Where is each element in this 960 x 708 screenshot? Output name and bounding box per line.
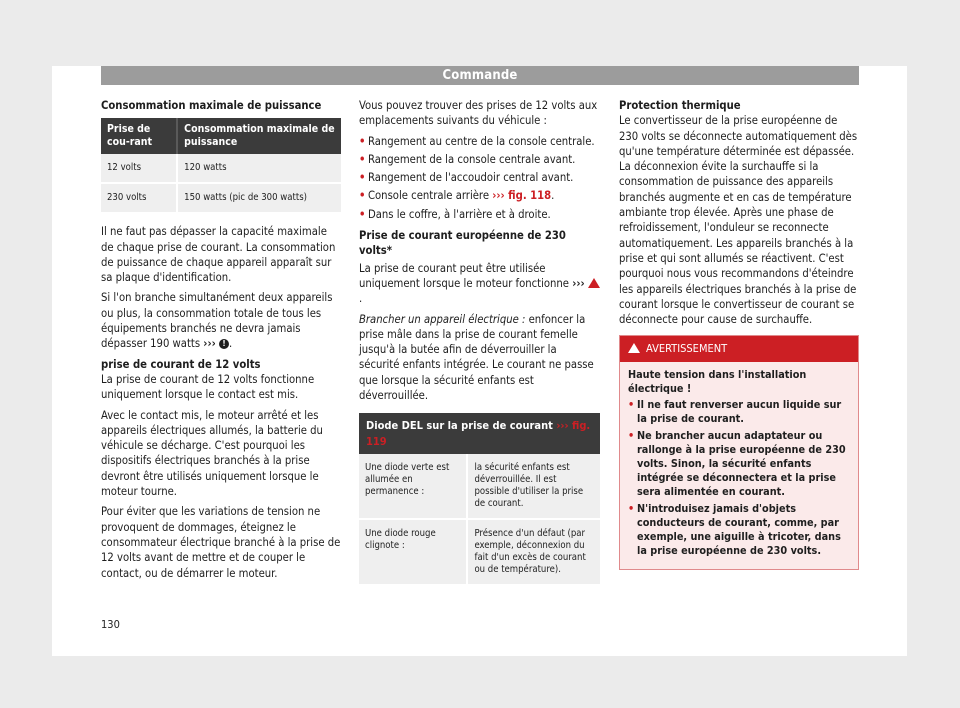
exclamation-circle-icon: !	[219, 339, 229, 349]
power-table-header-power: Consommation maximale de puissance	[177, 118, 341, 154]
paragraph: La prise de courant de 12 volts fonctionne uniquement lorsque le contact est mis.	[101, 372, 315, 402]
power-table	[101, 118, 341, 214]
warning-box	[619, 335, 859, 569]
column-2	[359, 98, 600, 596]
warning-title: AVERTISSEMENT	[646, 342, 728, 356]
table-cell: Une diode verte est allumée en permanence :	[359, 454, 467, 519]
led-table	[359, 413, 600, 586]
table-row	[101, 154, 341, 183]
figure-link[interactable]: ››› fig. 119	[366, 419, 591, 448]
list-item: • Rangement au centre de la console centrale.	[359, 134, 600, 149]
list-item: • Dans le coffre, à l'arrière et à droite.	[359, 207, 600, 222]
section-header: Commande	[101, 66, 859, 85]
table-cell: 150 watts (pic de 300 watts)	[177, 183, 341, 213]
table-cell: 230 volts	[101, 183, 177, 213]
list-item: • Il ne faut renverser aucun liquide sur la prise de courant.	[628, 398, 850, 426]
cross-ref-arrow[interactable]: ›››	[572, 276, 585, 290]
heading-230v-socket: Prise de courant européenne de 230 volts*	[359, 229, 566, 258]
paragraph: Il ne faut pas dépasser la capacité maximale de chaque prise de courant. La consommation de puissance de chaque appareil apparaît sur sa plaque d'identification.	[101, 225, 336, 285]
paragraph-text: enfoncer la prise mâle dans la prise de courant femelle jusqu'à la butée afin de déverrouiller la sécurité enfants intégrée. Le courant ne passe que lorsque la sécurité enfants est déverrouillée.	[359, 312, 594, 403]
led-table-title	[359, 413, 600, 454]
heading-max-power: Consommation maximale de puissance	[101, 99, 322, 112]
paragraph	[359, 312, 600, 404]
table-row	[101, 183, 341, 213]
paragraph: La prise de courant peut être utilisée uniquement lorsque le moteur fonctionne ››› .	[359, 261, 600, 307]
cross-ref-arrow[interactable]: ›››	[203, 337, 216, 351]
table-cell: 120 watts	[177, 154, 341, 183]
heading-12v-socket: prise de courant de 12 volts	[101, 357, 261, 371]
table-row	[359, 454, 600, 519]
paragraph: Vous pouvez trouver des prises de 12 volts aux emplacements suivants du véhicule :	[359, 99, 598, 128]
figure-link[interactable]: ››› fig. 118	[492, 189, 552, 203]
paragraph: Pour éviter que les variations de tension ne provoquent de dommages, éteignez le consommateur électrique branché à la prise de 12 volts avant de mettre et de couper le contact, ou de démarrer le moteur.	[101, 505, 341, 580]
list-item: • Ne brancher aucun adaptateur ou rallonge à la prise européenne de 230 volts. Sinon, la sécurité enfants intégrée se déconnectera et la prise sera alimentée en courant.	[628, 429, 850, 499]
page-number: 130	[101, 618, 120, 631]
led-table-body	[359, 454, 600, 586]
italic-label: Brancher un appareil électrique :	[359, 312, 526, 326]
list-item: • Rangement de la console centrale avant.	[359, 152, 600, 167]
table-cell: 12 volts	[101, 154, 177, 183]
table-row	[359, 519, 600, 585]
power-table-header-socket: Prise de cou-rant	[101, 118, 177, 154]
list-item: • Rangement de l'accoudoir central avant.	[359, 170, 600, 185]
paragraph-text: La prise de courant peut être utilisée uniquement lorsque le moteur fonctionne	[359, 261, 570, 290]
paragraph-text: Si l'on branche simultanément deux appareils ou plus, la consommation totale de tous les équipements branchés ne devra jamais dépasser 190 watts	[101, 291, 333, 351]
paragraph: Avec le contact mis, le moteur arrêté et les appareils électriques allumés, la batterie du véhicule se décharge. C'est pourquoi les dispositifs électriques branchés à la prise devront être utilisés uniquement lorsque le moteur tourne.	[101, 408, 323, 499]
paragraph: Le convertisseur de la prise européenne de 230 volts se déconnecte automatiquement dès qu'une température déterminée est dépassée. La déconnexion évite la surchauffe si la consommation de puissance des appareils branchés augmente et en cas de température ambiante trop élevée. Après une phase de refroidissement, l'onduleur se reconnecte automatiquement. Les appareils branchés à la prise et qui sont allumés se réactivent. C'est pourquoi nous vous recommandons d'éteindre les appareils électriques branchés à la prise de courant lorsque le convertisseur de courant se déconnecte pour cause de surchauffe.	[619, 114, 858, 327]
table-cell: la sécurité enfants est déverrouillée. Il est possible d'utiliser la prise de courant.	[467, 454, 600, 519]
paragraph: Si l'on branche simultanément deux appareils ou plus, la consommation totale de tous les équipements branchés ne devra jamais dépasser 190 watts ››› ! .	[101, 291, 333, 351]
heading-thermal-protection: Protection thermique	[619, 99, 741, 112]
warning-lead: Haute tension dans l'installation électrique !	[628, 367, 807, 395]
list-item-text: Console centrale arrière	[368, 189, 490, 203]
list-item: • Console centrale arrière ››› fig. 118.	[359, 188, 600, 203]
warning-body	[620, 362, 858, 569]
warning-header	[620, 336, 858, 361]
column-3	[619, 98, 859, 570]
led-table-title-text: Diode DEL sur la prise de courant	[366, 419, 553, 433]
column-1	[101, 98, 341, 586]
table-cell: Une diode rouge clignote :	[359, 519, 467, 585]
warning-triangle-icon	[628, 343, 640, 353]
list-item: • N'introduisez jamais d'objets conducteurs de courant, comme, par exemple, une aiguille à tricoter, dans la prise européenne de 230 volts.	[628, 502, 850, 558]
warning-triangle-icon	[588, 278, 600, 288]
table-cell: Présence d'un défaut (par exemple, déconnexion du fait d'un excès de courant ou de température).	[467, 519, 600, 585]
